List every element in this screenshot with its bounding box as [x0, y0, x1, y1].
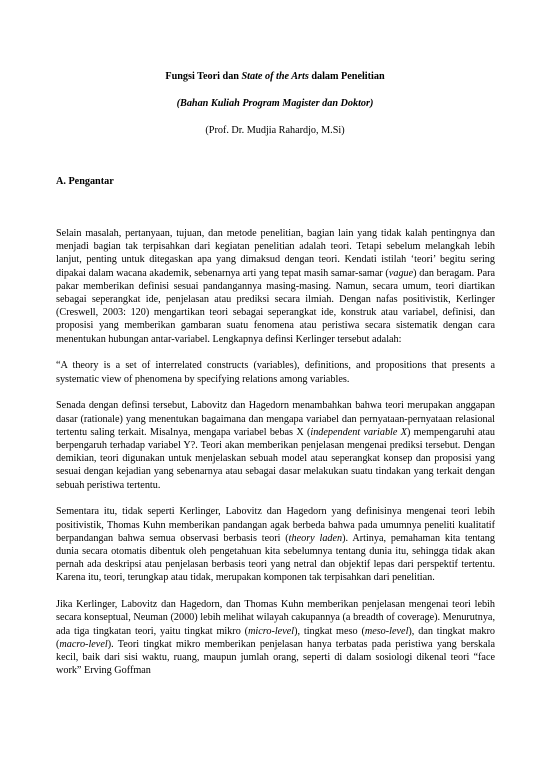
paragraph-3-text: Sementara itu, tidak seperti Kerlinger, Labovitz dan Hagedorn yang definisinya mengenai teori lebih positivistik, Thomas Kuhn memberikan pandangan agak berbeda bahwa pada umumnya peneliti kualitatif berpandangan bahwa semua observasi berbasis teori ( [56, 506, 495, 544]
paragraph-4-text-b: ), tingkat meso ( [294, 625, 365, 637]
document-author: (Prof. Dr. Mudjia Rahardjo, M.Si) [205, 125, 345, 136]
document-body [56, 227, 495, 677]
paragraph-2 [56, 399, 495, 491]
paragraph-4-text-d: ). Teori tingkat mikro memberikan penjelasan hanya terbatas pada peristiwa yang berskala kecil, baik dari sisi waktu, ruang, maupun jumlah orang, seperti di dalam sosiologi dikenal teori “face work” Erving Goffman [56, 638, 495, 677]
paragraph-1-text-end: ) dan beragam. Para pakar memberikan definisi sesuai pandangannya masing-masing. Namun, secara umum, teori diartikan sebagai seperangkat ide, penjelasan atau prediksi secara ilmiah. Dengan nafas positivistik, Kerlinger (Creswell, 2003: 120) mengartikan teori sebagai seperangkat ide, konstruk atau variabel, definisi, dan proposisi yang memberikan gambaran suatu fenomena atau peristiwa secara sistematik dengan cara menentukan hubungan antar-variabel. Lengkapnya definsi Kerlinger tersebut adalah: [56, 267, 496, 345]
document-subtitle: (Bahan Kuliah Program Magister dan Doktor) [176, 98, 374, 109]
paragraph-1 [56, 227, 495, 346]
italic-term-vague: vague [388, 267, 414, 279]
title-text: Fungsi Teori dan [165, 71, 242, 82]
quote-paragraph: “A theory is a set of interrelated constructs (variables), definitions, and propositions that presents a systematic view of phenomena by specifying relations among variables. [56, 360, 495, 385]
title-text-end: dalam Penelitian [308, 71, 385, 82]
paragraph-4-text-c: ), dan tingkat makro ( [56, 625, 495, 650]
paragraph-4 [56, 598, 495, 677]
italic-term-micro-level: micro-level [248, 625, 295, 637]
italic-term-independent-variable: independent variable X [310, 426, 407, 438]
paragraph-2-text-end: ) mempengaruhi atau berpengaruh terhadap variabel Y?. Teori akan memberikan penjelasan mengenai prediksi tersebut. Dengan demikian, teori digunakan untuk menjelaskan sebuah model atau seperangkat konsep dan proposisi yang sesuai dengan kejadian yang sebenarnya atau sebagai dasar melakukan suatu tindakan yang terkait dengan sebuah peristiwa tertentu. [56, 426, 495, 491]
italic-term-macro-level: macro-level [59, 638, 108, 650]
paragraph-2-text: Senada dengan definsi tersebut, Labovitz dan Hagedorn menambahkan bahwa teori merupakan anggapan dasar (rationale) yang menentukan bagaimana dan mengapa variabel dan pernyataan-pernyataan relasional tertentu saling terkait. Misalnya, mengapa variabel bebas X ( [56, 400, 495, 438]
italic-term-meso-level: meso-level [364, 625, 409, 637]
italic-term-theory-laden: theory laden [288, 532, 343, 544]
paragraph-3-text-end: ). Artinya, pemahaman kita tentang dunia secara otomatis dibentuk oleh pengetahuan kita sebelumnya tentang dunia itu, sehingga tidak akan pernah ada deskripsi atau penjelasan berbasis teori yang netral dan objektif lepas dari perspektif tertentu. Karena itu, teori, terungkap atau tidak, merupakan komponen tak terpisahkan dari penelitian. [56, 532, 495, 584]
paragraph-4-text: Jika Kerlinger, Labovitz dan Hagedorn, dan Thomas Kuhn memberikan penjelasan mengenai teori lebih secara konseptual, Neuman (2000) lebih melihat wilayah cakupannya (a breadth of coverage). Menurutnya, ada tiga tingkatan teori, yaitu tingkat mikro ( [56, 599, 495, 637]
title-italic-text: State of the Arts [241, 71, 309, 82]
paragraph-3 [56, 505, 495, 584]
paragraph-1-text: Selain masalah, pertanyaan, tujuan, dan metode penelitian, bagian lain yang tidak kalah pentingnya dan menjadi bagian tak terpisahkan dari kegiatan penelitian adalah teori. Tetapi sebelum melangkah lebih lanjut, penting untuk ditegaskan apa yang dimaksud dengan teori. Kendati istilah ‘teori’ begitu sering dipakai dalam wacana akademik, sebenarnya arti yang tepat masih samar-samar ( [56, 228, 495, 279]
section-heading: A. Pengantar [56, 176, 114, 187]
document-title [0, 70, 550, 83]
